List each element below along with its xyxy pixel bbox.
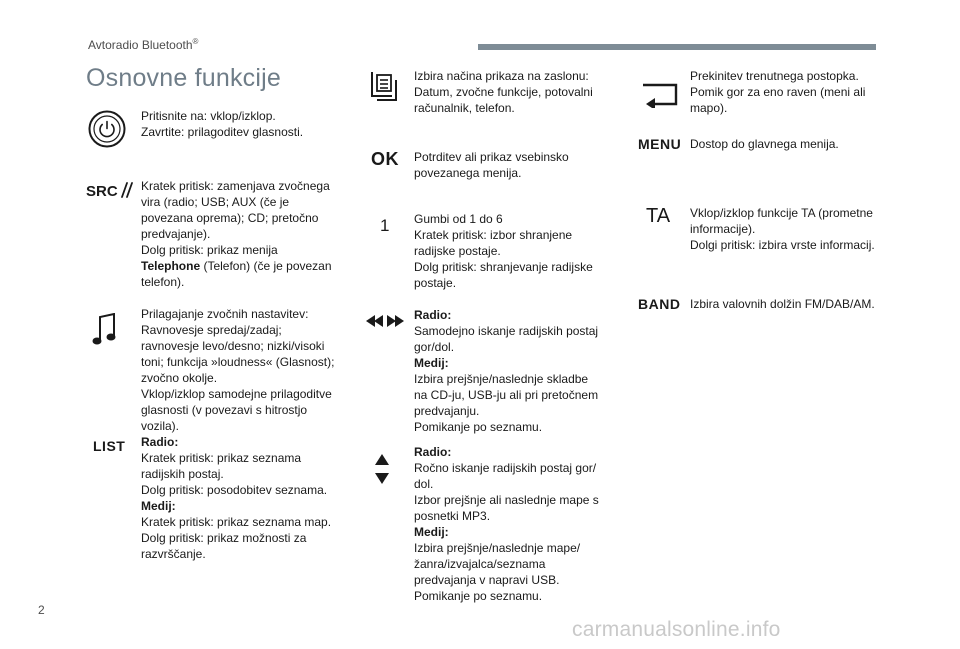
text-line: na CD-ju, USB-ju ali pri pretočnem: [414, 388, 599, 402]
seek-arrows-icon: [364, 313, 406, 329]
text-line: Dolg pritisk: prikaz možnosti za: [141, 531, 307, 545]
section-title: Osnovne funkcije: [86, 64, 281, 92]
text-line: Kratek pritisk: prikaz seznama: [141, 451, 302, 465]
text-line: glasnosti (v povezavi s hitrostjo: [141, 403, 308, 417]
text-line: Pomikanje po seznamu.: [414, 589, 543, 603]
heading-radio: Radio:: [414, 308, 452, 322]
src-icon: [86, 180, 134, 200]
text-line: Prekinitev trenutnega postopka.: [690, 69, 859, 83]
text-line: radijske postaje.: [414, 244, 501, 258]
src-label: SRC: [86, 183, 118, 200]
ok-icon: OK: [371, 149, 399, 169]
text-line: vozila).: [141, 419, 180, 433]
text-line: radijskih postaj.: [141, 467, 224, 481]
back-arrow-icon: [640, 76, 680, 108]
text-line: Samodejno iskanje radijskih postaj: [414, 324, 599, 338]
telephone-term: Telephone: [141, 259, 201, 273]
band-icon: BAND: [638, 296, 681, 312]
text-line: Datum, zvočne funkcije, potovalni: [414, 85, 593, 99]
watermark: carmanualsonline.info: [572, 618, 781, 641]
text-line: zvočno okolje.: [141, 371, 218, 385]
text-line: Dolg pritisk: shranjevanje radijske: [414, 260, 593, 274]
text-line: gor/dol.: [414, 340, 455, 354]
running-header: Avtoradio Bluetooth®: [88, 37, 199, 52]
heading-media: Medij:: [414, 525, 449, 539]
text-line: predvajanje).: [141, 227, 211, 241]
header-bar: [478, 44, 876, 50]
text-line: predvajanja v napravi USB.: [414, 573, 560, 587]
text-line: mapo).: [690, 101, 728, 115]
text-line: povezanega menija.: [414, 166, 522, 180]
heading-media: Medij:: [141, 499, 176, 513]
text-line: Ročno iskanje radijskih postaj gor/: [414, 461, 597, 475]
heading-radio: Radio:: [141, 435, 179, 449]
text-line: Kratek pritisk: zamenjava zvočnega: [141, 179, 330, 193]
text-line: povezana oprema); CD; pretočno: [141, 211, 319, 225]
text-line: predvajanju.: [414, 404, 480, 418]
text-line: dol.: [414, 477, 434, 491]
list-icon: LIST: [93, 438, 126, 454]
text-line: Izbor prejšnje ali naslednje mape s: [414, 493, 599, 507]
text-line: Potrditev ali prikaz vsebinsko: [414, 150, 569, 164]
text-line: Ravnovesje spredaj/zadaj;: [141, 323, 282, 337]
text-line: postaje.: [414, 276, 457, 290]
text-line: toni; funkcija »loudness« (Glasnost);: [141, 355, 335, 369]
text-line: Vklop/izklop funkcije TA (prometne: [690, 206, 873, 220]
power-icon: [88, 110, 126, 148]
text-line: Izbira valovnih dolžin FM/DAB/AM.: [690, 297, 875, 311]
text-line: Izbira prejšnje/naslednje skladbe: [414, 372, 589, 386]
text-line: Dolg pritisk: posodobitev seznama.: [141, 483, 328, 497]
text-line: Prilagajanje zvočnih nastavitev:: [141, 307, 309, 321]
text-line: telefon).: [141, 275, 185, 289]
text-line: razvrščanje.: [141, 547, 206, 561]
heading-radio: Radio:: [414, 445, 452, 459]
text-line: Kratek pritisk: prikaz seznama map.: [141, 515, 332, 529]
text-line: žanra/izvajalca/seznama: [414, 557, 546, 571]
text-line: Dolgi pritisk: izbira vrste informacij.: [690, 238, 875, 252]
music-note-icon: [92, 313, 118, 347]
menu-icon: MENU: [638, 136, 682, 152]
text-line: Vklop/izklop samodejne prilagoditve: [141, 387, 332, 401]
text-line: Dolg pritisk: prikaz menija: [141, 243, 278, 257]
text-line: informacije).: [690, 222, 756, 236]
text-line: Pomik gor za eno raven (meni ali: [690, 85, 866, 99]
text-line: Izbira prejšnje/naslednje mape/: [414, 541, 581, 555]
ta-icon: TA: [646, 205, 671, 227]
text-line: Kratek pritisk: izbor shranjene: [414, 228, 573, 242]
text-line: Pomikanje po seznamu.: [414, 420, 543, 434]
text-line: vira (radio; USB; AUX (če je: [141, 195, 290, 209]
heading-media: Medij:: [414, 356, 449, 370]
text-line: Pritisnite na: vklop/izklop.: [141, 109, 276, 123]
text-line: Telephone (Telefon) (če je povezan: [141, 259, 332, 273]
text-line: Dostop do glavnega menija.: [690, 137, 839, 151]
preset-button-icon: 1: [380, 216, 390, 235]
text-line: Izbira načina prikaza na zaslonu:: [414, 69, 589, 83]
text-line: računalnik, telefon.: [414, 101, 515, 115]
up-down-arrows-icon: [374, 452, 390, 486]
text-line: ravnovesje levo/desno; nizki/visoki: [141, 339, 325, 353]
display-mode-icon: [369, 70, 399, 102]
page-number: 2: [38, 603, 45, 617]
text-line: posnetki MP3.: [414, 509, 491, 523]
text-line: Zavrtite: prilagoditev glasnosti.: [141, 125, 304, 139]
text-line: Gumbi od 1 do 6: [414, 212, 503, 226]
